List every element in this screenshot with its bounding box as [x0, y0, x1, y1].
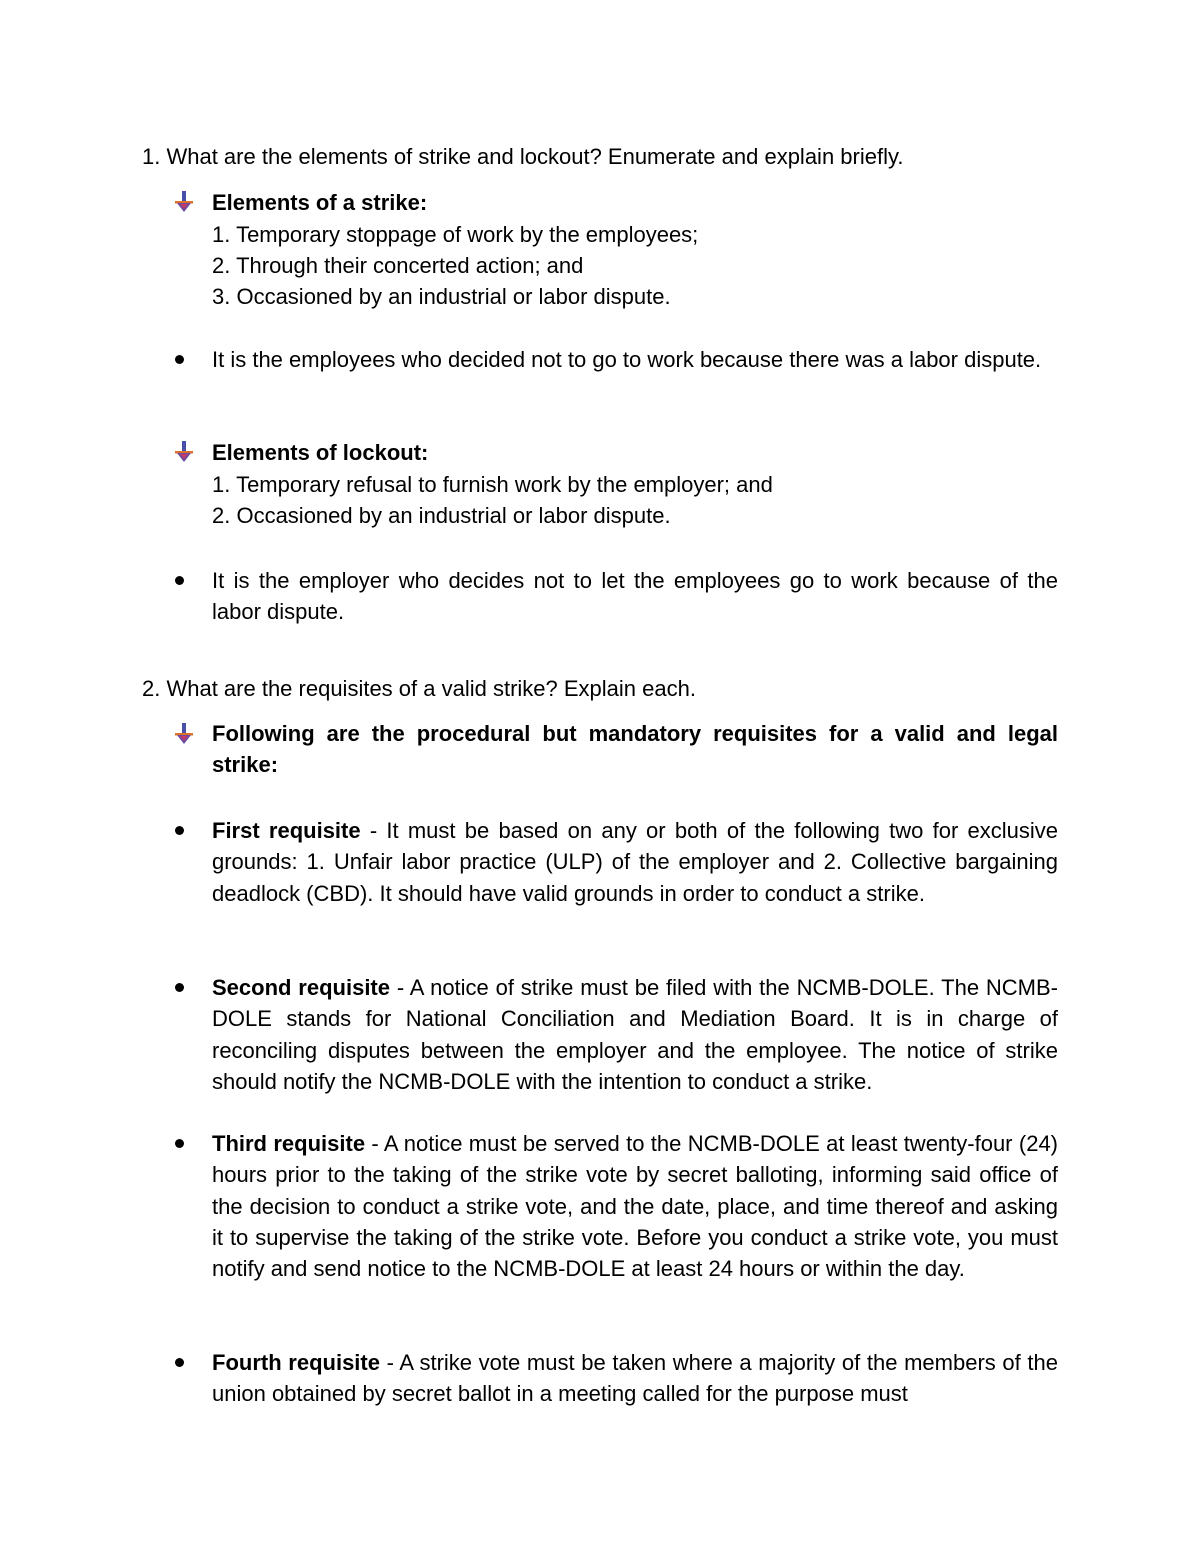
down-arrow-icon	[173, 440, 195, 464]
requisite-4-title: Fourth requisite	[212, 1350, 380, 1375]
lockout-item-1: 1. Temporary refusal to furnish work by the employer; and	[212, 472, 773, 497]
down-arrow-icon	[173, 722, 195, 746]
strike-item-2: 2. Through their concerted action; and	[212, 253, 584, 278]
requisite-2-title: Second requisite	[212, 975, 390, 1000]
requisites-heading: Following are the procedural but mandatory requisites for a valid and legal strike:	[212, 721, 1058, 778]
bullet-dot-icon	[175, 1358, 184, 1367]
requisite-2-text: - A notice of strike must be filed with the NCMB-DOLE. The NCMB-DOLE stands for National Conciliation and Mediation Board. It is in charge of reconciling disputes between the employer and the employee. The notice of strike should notify the NCMB-DOLE with the intention to conduct a strike.	[212, 975, 1058, 1094]
strike-note: It is the employees who decided not to go to work because there was a labor dispute.	[212, 347, 1042, 372]
question-2: 2. What are the requisites of a valid strike? Explain each.	[142, 676, 696, 701]
bullet-dot-icon	[175, 355, 184, 364]
lockout-item-2: 2. Occasioned by an industrial or labor dispute.	[212, 503, 671, 528]
bullet-dot-icon	[175, 983, 184, 992]
requisite-3-title: Third requisite	[212, 1131, 366, 1156]
requisite-3	[212, 1128, 1058, 1284]
lockout-heading: Elements of lockout:	[212, 440, 429, 465]
bullet-dot-icon	[175, 576, 184, 585]
strike-heading: Elements of a strike:	[212, 190, 428, 215]
requisite-1-title: First requisite	[212, 818, 361, 843]
requisite-2	[212, 972, 1058, 1097]
strike-item-3: 3. Occasioned by an industrial or labor dispute.	[212, 284, 671, 309]
requisite-1-text: - It must be based on any or both of the following two for exclusive grounds: 1. Unfair labor practice (ULP) of the employer and 2. Collective bargaining deadlock (CBD). It should have valid grounds in order to conduct a strike.	[212, 818, 1058, 906]
requisite-4	[212, 1347, 1058, 1410]
lockout-note: It is the employer who decides not to let the employees go to work because of the labor dispute.	[212, 568, 1058, 625]
strike-item-1: 1. Temporary stoppage of work by the employees;	[212, 222, 699, 247]
bullet-dot-icon	[175, 826, 184, 835]
requisite-3-text: - A notice must be served to the NCMB-DOLE at least twenty-four (24) hours prior to the taking of the strike vote by secret balloting, informing said office of the decision to conduct a strike vote, and the date, place, and time thereof and asking it to supervise the taking of the strike vote. Before you conduct a strike vote, you must notify and send notice to the NCMB-DOLE at least 24 hours or within the day.	[212, 1131, 1059, 1282]
bullet-dot-icon	[175, 1139, 184, 1148]
requisite-1	[212, 815, 1058, 909]
down-arrow-icon	[173, 190, 195, 214]
requisite-4-text: - A strike vote must be taken where a majority of the members of the union obtained by secret ballot in a meeting called for the purpose must	[212, 1350, 1058, 1407]
question-1: 1. What are the elements of strike and lockout? Enumerate and explain briefly.	[142, 144, 904, 169]
